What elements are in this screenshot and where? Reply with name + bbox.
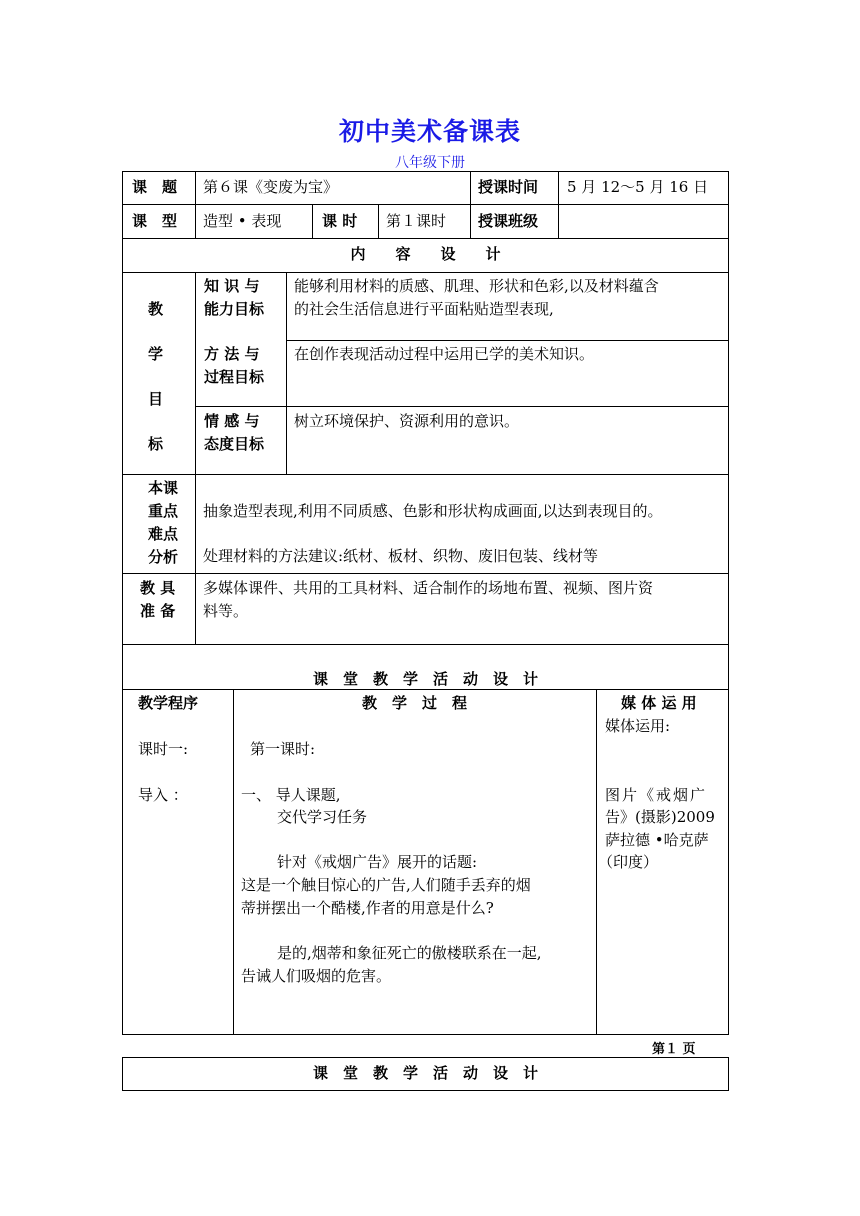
key-points-label-4: 分析 bbox=[148, 548, 179, 566]
objective-2-label-2: 过程目标 bbox=[204, 368, 265, 386]
key-points-text-1: 抽象造型表现,利用不同质感、色影和形状构成画面,以达到表现目的。 bbox=[203, 502, 663, 520]
col-media-header: 媒 体 运 用 bbox=[621, 694, 697, 712]
media-label: 媒体运用: bbox=[605, 717, 671, 735]
objective-1-text-2: 的社会生活信息进行平面粘贴造型表现, bbox=[294, 300, 554, 318]
media-line-2: 告》(摄影)2009 bbox=[605, 808, 715, 826]
key-points-label-3: 难点 bbox=[148, 525, 179, 543]
prep-label: 教 具 bbox=[140, 579, 176, 597]
procedure-item-1: 课时一: bbox=[138, 740, 189, 758]
objective-3-text: 树立环境保护、资源利用的意识。 bbox=[294, 412, 520, 430]
objectives-label-2: 学 bbox=[148, 345, 164, 363]
objective-3-label: 情 感 与 bbox=[204, 412, 260, 430]
page-title: 初中美术备课表 bbox=[338, 117, 521, 146]
objective-2-text: 在创作表现活动过程中运用已学的美术知识。 bbox=[294, 345, 595, 363]
process-line-5: 蒂拼摆出一个酷楼,作者的用意是什么? bbox=[241, 899, 494, 917]
page-number: 第１ 页 bbox=[652, 1042, 696, 1057]
hours-value: 第１课时 bbox=[386, 212, 447, 230]
process-line-0: 第一课时: bbox=[250, 740, 316, 758]
objectives-label-4: 标 bbox=[148, 435, 164, 453]
media-line-1: 图片《戒烟广 bbox=[605, 786, 708, 804]
col-procedure-header: 教学程序 bbox=[138, 694, 199, 712]
type-value: 造型 • 表现 bbox=[203, 212, 282, 230]
prep-label-2: 准 备 bbox=[140, 602, 176, 620]
activity-title: 课 堂 教 学 活 动 设 计 bbox=[312, 670, 538, 688]
media-line-3: 萨拉德 •哈克萨 bbox=[605, 831, 709, 849]
key-points-label-1: 本课 bbox=[148, 479, 179, 497]
objective-1-label: 知 识 与 bbox=[204, 277, 260, 295]
objectives-label-3: 目 bbox=[148, 390, 164, 408]
class-label: 授课班级 bbox=[478, 212, 539, 230]
process-line-7: 告诫人们吸烟的危害。 bbox=[241, 967, 392, 985]
process-line-1: 一、 导人课题, bbox=[241, 786, 341, 804]
objective-2-label: 方 法 与 bbox=[204, 345, 260, 363]
process-line-3: 针对《戒烟广告》展开的话题: bbox=[277, 853, 478, 871]
next-page-title: 课 堂 教 学 活 动 设 计 bbox=[312, 1064, 538, 1082]
hours-label: 课 时 bbox=[322, 212, 358, 230]
process-line-4: 这是一个触目惊心的广告,人们随手丢弃的烟 bbox=[241, 876, 531, 894]
key-points-text-2: 处理材料的方法建议:纸材、板材、织物、废旧包装、线材等 bbox=[203, 547, 599, 565]
objectives-label-1: 教 bbox=[148, 300, 164, 318]
media-line-4: （印度） bbox=[598, 853, 659, 871]
process-line-2: 交代学习任务 bbox=[277, 808, 368, 826]
time-label: 授课时间 bbox=[478, 178, 539, 196]
process-line-6: 是的,烟蒂和象征死亡的傲楼联系在一起, bbox=[277, 944, 542, 962]
objective-3-label-2: 态度目标 bbox=[204, 435, 265, 453]
page-subtitle: 八年级下册 bbox=[395, 155, 465, 171]
prep-text: 多媒体课件、共用的工具材料、适合制作的场地布置、视频、图片资 bbox=[203, 579, 654, 597]
content-design-header: 内 容 设 计 bbox=[350, 245, 501, 263]
objective-1-label-2: 能力目标 bbox=[204, 300, 265, 318]
procedure-item-2: 导入 ： bbox=[138, 786, 188, 804]
topic-value: 第６课《变废为宝》 bbox=[203, 178, 339, 196]
topic-label: 课 题 bbox=[132, 178, 178, 196]
prep-text-2: 料等。 bbox=[203, 602, 249, 620]
col-process-header: 教 学 过 程 bbox=[361, 694, 467, 712]
time-value: 5 月 12～5 月 16 日 bbox=[567, 178, 709, 196]
key-points-label-2: 重点 bbox=[148, 502, 179, 520]
objective-1-text: 能够利用材料的质感、肌理、形状和色彩,以及材料蕴含 bbox=[294, 277, 659, 295]
type-label: 课 型 bbox=[132, 212, 178, 230]
